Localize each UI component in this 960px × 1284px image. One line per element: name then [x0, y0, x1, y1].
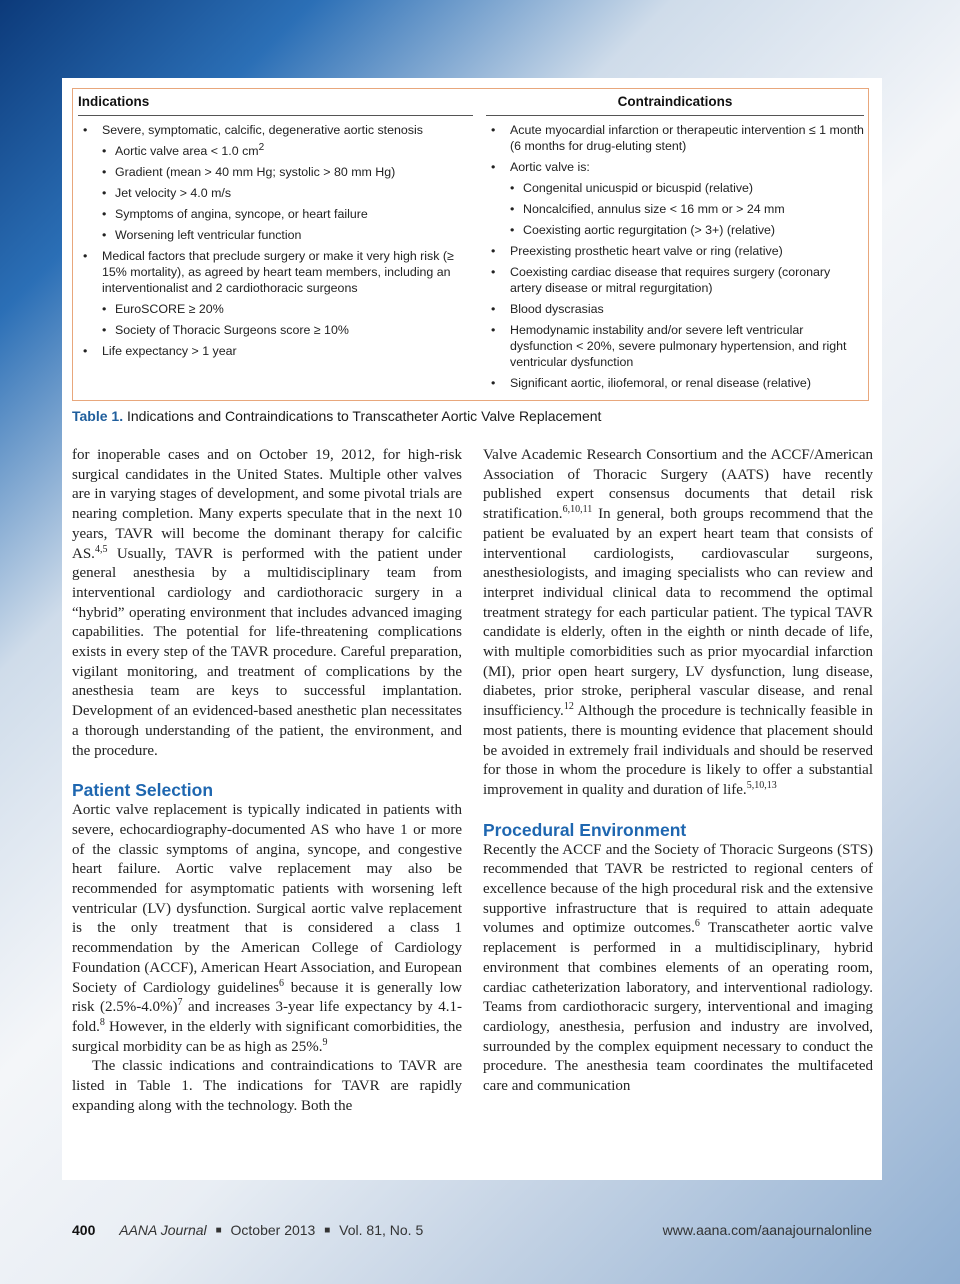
list-item — [78, 248, 473, 338]
citation-superscript: 8 — [99, 1016, 105, 1028]
issue-date: October 2013 — [230, 1222, 316, 1238]
paragraph: Recently the ACCF and the Society of Thoracic Surgeons (STS) recommended that TAVR be restricted to regional centers of excellence because of the high procedural risk and the extensive supportive infrastructure that is required to attain adequate volumes and optimize outcomes.$^6$ Transcatheter aortic valve replacement is performed in a multidisciplinary, hybrid environment that combines elements of an operating room, cardiac catheterization laboratory, and interventional radiology. Teams from cardiothoracic surgery, interventional and imaging cardiology, anesthesia, perfusion and industry are involved, surrounded by the complex equipment necessary to conduct the procedure. The anesthesia team coordinates the multifaceted care and communication — [483, 841, 873, 1095]
citation-superscript: 6 — [278, 977, 284, 989]
section-heading-procedural-environment: Procedural Environment — [483, 819, 687, 840]
list-item-text: Severe, symptomatic, calcific, degenerative aortic stenosis — [102, 123, 423, 137]
page — [62, 78, 882, 1180]
table-caption — [72, 408, 872, 424]
list-item-text: Life expectancy > 1 year — [102, 344, 237, 358]
list-item-text: Aortic valve is: — [510, 160, 590, 174]
contraindications-column — [486, 89, 864, 396]
citation-superscript: 7 — [177, 997, 183, 1009]
superscript: 2 — [258, 141, 265, 153]
journal-name: AANA Journal — [119, 1222, 207, 1238]
sub-list-item: • Coexisting aortic regurgitation (> 3+) (relative) — [510, 222, 864, 238]
indications-column — [78, 89, 473, 364]
list-item-text: Blood dyscrasias — [510, 302, 604, 316]
paragraph: The classic indications and contraindications to TAVR are listed in Table 1. The indications for TAVR are rapidly expanding along with the technology. Both the — [72, 1058, 462, 1114]
list-item-text: Medical factors that preclude surgery or make it very high risk (≥ 15% mortality), as agreed by heart team members, including an interventionalist and 2 cardiothoracic surgeons — [102, 249, 454, 295]
citation-superscript: 4,5 — [94, 543, 108, 555]
left-text-column — [72, 446, 462, 1117]
page-footer — [72, 1222, 872, 1242]
sub-list-item: • EuroSCORE ≥ 20% — [102, 301, 473, 317]
list-item — [78, 343, 473, 359]
list-item — [486, 264, 864, 296]
sub-list-item: • Worsening left ventricular function — [102, 227, 473, 243]
journal-url[interactable]: www.aana.com/aanajournalonline — [662, 1222, 872, 1238]
section-heading-patient-selection: Patient Selection — [72, 780, 214, 801]
list-item — [486, 122, 864, 154]
right-text-column — [483, 446, 873, 1097]
list-item — [486, 301, 864, 317]
sub-list — [102, 301, 473, 338]
separator-icon: ■ — [324, 1225, 331, 1236]
citation-superscript: 6 — [694, 918, 700, 930]
sub-list-item: • Society of Thoracic Surgeons score ≥ 10% — [102, 322, 473, 338]
table-caption-text: Indications and Contraindications to Transcatheter Aortic Valve Replacement — [126, 408, 602, 424]
paragraph: for inoperable cases and on October 19, 2012, for high-risk surgical candidates in the United States. Multiple other valves are in varying stages of development, and some pivotal trials are nearing completion. Many experts speculate that in the next 10 years, TAVR will become the dominant therapy for calcific AS.$^{4,5}$ Usually, TAVR is performed with the patient under general anesthesia by a multidisciplinary team from interventional cardiology and cardiothoracic surgery in a “hybrid” operating environment that includes advanced imaging capabilities. The potential for life-threatening complications exists in every step of the TAVR procedure. Careful preparation, vigilant monitoring, and treatment of complications by the anesthesia team are keys to successful implantation. Development of an evidenced-based anesthetic plan necessitates a thorough understanding of the patient, the environment, and the procedure. — [72, 447, 462, 759]
list-item-text: Preexisting prosthetic heart valve or ring (relative) — [510, 244, 783, 258]
sub-list-item: • Noncalcified, annulus size < 16 mm or > 24 mm — [510, 201, 864, 217]
sub-list — [510, 180, 864, 238]
table-caption-label: Table 1. — [72, 408, 124, 424]
page-number: 400 — [72, 1222, 96, 1238]
indications-heading: Indications — [78, 89, 473, 116]
indications-list — [78, 122, 473, 359]
citation-superscript: 9 — [322, 1036, 328, 1048]
sub-list-item: • Jet velocity > 4.0 m/s — [102, 185, 473, 201]
citation-superscript: 5,10,13 — [746, 779, 777, 791]
list-item — [486, 375, 864, 391]
list-item — [78, 122, 473, 243]
sub-list — [102, 143, 473, 243]
citation-superscript: 12 — [563, 701, 574, 713]
list-item-text: Significant aortic, iliofemoral, or renal disease (relative) — [510, 376, 811, 390]
sub-list-item: • Congenital unicuspid or bicuspid (relative) — [510, 180, 864, 196]
contraindications-heading: Contraindications — [486, 89, 864, 116]
paragraph: Aortic valve replacement is typically indicated in patients with severe, echocardiography-documented AS who have 1 or more of the classic symptoms of angina, syncope, and congestive heart failure. Aortic valve replacement may also be recommended for asymptomatic patients with worsening left ventricular (LV) dysfunction. Surgical aortic valve replacement is the only treatment that is considered a class 1 recommendation by the American College of Cardiology Foundation (ACCF), American Heart Association, and European Society of Cardiology guidelines$^6$ because it is generally low risk $(2.5\%-4.0\%)^7$ and increases 3-year life expectancy by 4.1-fold.$^8$ However, in the elderly with significant comorbidities, the surgical morbidity can be as high as 25%.$^9$ — [72, 802, 462, 1055]
sub-list-item: • Gradient (mean > 40 mm Hg; systolic > 80 mm Hg) — [102, 164, 473, 180]
paragraph: Valve Academic Research Consortium and the ACCF/American Association of Thoracic Surgery (AATS) have recently published expert consensus documents that detail risk stratification.$^{6,10,11}$ In general, both groups recommend that the patient be evaluated by an expert heart team that consists of interventional cardiologists, cardiovascular surgeons, anesthesiologists, and imaging specialists who can review and interpret individual clinical data to recommend the optimal treatment strategy for each particular patient. The typical TAVR candidate is elderly, often in the eighth or ninth decade of life, with multiple comorbidities such as prior myocardial infarction (MI), prior open heart surgery, LV dysfunction, lung disease, diabetes, prior stroke, peripheral vascular disease, and renal insufficiency.$^{12}$ Although the procedure is technically feasible in most patients, there is mounting evidence that placement should be avoided in extremely frail individuals and should be reserved for those in whom the procedure is likely to offer a substantial improvement in quality and duration of life.$^{5,10,13}$ — [483, 447, 873, 798]
sub-list-item: • Aortic valve area < 1.0 $cm^2$ — [102, 143, 473, 159]
list-item-text: Acute myocardial infarction or therapeutic intervention ≤ 1 month (6 months for drug-eluting stent) — [510, 123, 864, 153]
list-item — [486, 322, 864, 370]
sub-list-item: • Symptoms of angina, syncope, or heart failure — [102, 206, 473, 222]
list-item — [486, 243, 864, 259]
list-item-text: Coexisting cardiac disease that requires surgery (coronary artery disease or mitral regurgitation) — [510, 265, 831, 295]
citation-superscript: 6,10,11 — [562, 504, 593, 516]
indications-table — [72, 88, 869, 401]
separator-icon: ■ — [215, 1225, 222, 1236]
contraindications-list — [486, 122, 864, 391]
list-item — [486, 159, 864, 238]
volume-number: Vol. 81, No. 5 — [339, 1222, 424, 1238]
list-item-text: Hemodynamic instability and/or severe left ventricular dysfunction < 20%, severe pulmonary hypertension, and right ventricular dysfunction — [510, 323, 847, 369]
